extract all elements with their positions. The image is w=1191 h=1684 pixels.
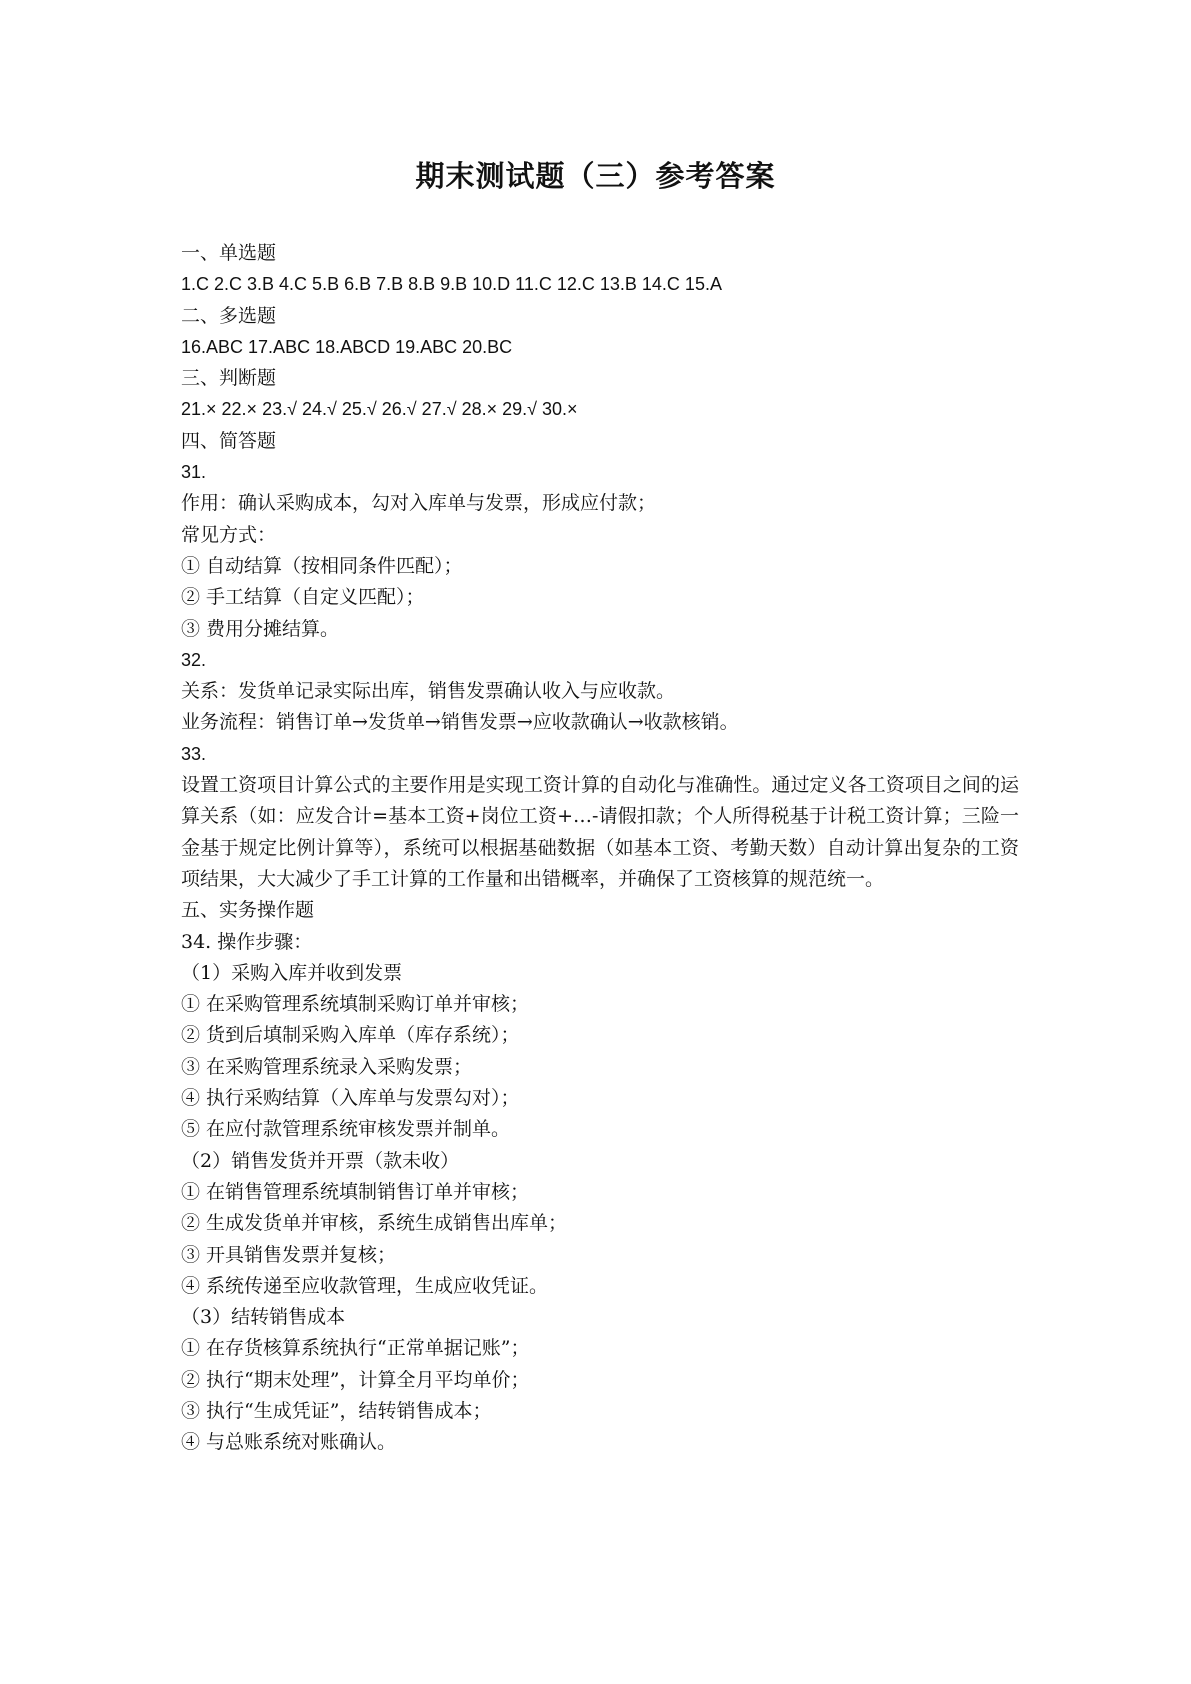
subsection-3-step-1: ① 在存货核算系统执行“正常单据记账”； <box>181 1337 530 1360</box>
subsection-3-heading: （3）结转销售成本 <box>181 1306 346 1329</box>
question-number-31: 31. <box>181 462 207 483</box>
subsection-2-heading: （2）销售发货并开票（款未收） <box>181 1149 460 1172</box>
answer-31-purpose: 作用：确认采购成本，勾对入库单与发票，形成应付款； <box>181 492 657 515</box>
section-heading-short-answer: 四、简答题 <box>181 429 277 452</box>
subsection-2-step-2: ② 生成发货单并审核，系统生成销售出库单； <box>181 1212 568 1235</box>
subsection-3-step-3: ③ 执行“生成凭证”，结转销售成本； <box>181 1399 492 1422</box>
subsection-3-step-2: ② 执行“期末处理”，计算全月平均单价； <box>181 1368 530 1391</box>
subsection-2-step-1: ① 在销售管理系统填制销售订单并审核； <box>181 1180 530 1203</box>
answer-33-paragraph: 设置工资项目计算公式的主要作用是实现工资计算的自动化与准确性。通过定义各工资项目之间的运算关系（如：应发合计=基本工资+岗位工资+…-请假扣款；个人所得税基于计税工资计算；三险一金基于规定比例计算等），系统可以根据基础数据（如基本工资、考勤天数）自动计算出复杂的工资项结果，大大减少了手工计算的工作量和出错概率，并确保了工资核算的规范统一。 <box>181 774 1019 890</box>
answer-32-process: 业务流程：销售订单→发货单→销售发票→应收款确认→收款核销。 <box>181 711 739 734</box>
answer-31-method-3: ③ 费用分摊结算。 <box>181 617 340 640</box>
answer-31-method-1: ① 自动结算（按相同条件匹配）； <box>181 554 463 577</box>
subsection-1-step-2: ② 货到后填制采购入库单（库存系统）； <box>181 1024 520 1047</box>
subsection-1-step-1: ① 在采购管理系统填制采购订单并审核； <box>181 993 530 1016</box>
answer-31-methods-heading: 常见方式： <box>181 523 277 546</box>
subsection-2-step-4: ④ 系统传递至应收款管理，生成应收凭证。 <box>181 1274 549 1297</box>
answers-multiple-choice: 16.ABC 17.ABC 18.ABCD 19.ABC 20.BC <box>181 336 513 357</box>
page-title: 期末测试题（三）参考答案 <box>415 159 776 193</box>
subsection-1-heading: （1）采购入库并收到发票 <box>181 961 403 984</box>
section-heading-single-choice: 一、单选题 <box>181 242 277 264</box>
section-heading-practical: 五、实务操作题 <box>181 899 315 922</box>
question-number-33: 33. <box>181 743 207 764</box>
subsection-1-step-5: ⑤ 在应付款管理系统审核发票并制单。 <box>181 1118 511 1141</box>
document-body <box>181 238 1019 1459</box>
answer-31-method-2: ② 手工结算（自定义匹配）； <box>181 586 425 609</box>
subsection-1-step-4: ④ 执行采购结算（入库单与发票勾对）； <box>181 1087 520 1110</box>
answer-32-relation: 关系：发货单记录实际出库，销售发票确认收入与应收款。 <box>181 680 676 703</box>
section-heading-multiple-choice: 二、多选题 <box>181 304 277 327</box>
answers-true-false: 21.× 22.× 23.√ 24.√ 25.√ 26.√ 27.√ 28.× 29.√ 30.× <box>181 399 578 420</box>
subsection-1-step-3: ③ 在采购管理系统录入采购发票； <box>181 1055 473 1078</box>
answers-single-choice: 1.C 2.C 3.B 4.C 5.B 6.B 7.B 8.B 9.B 10.D 11.C 12.C 13.B 14.C 15.A <box>181 274 722 295</box>
subsection-2-step-3: ③ 开具销售发票并复核； <box>181 1243 397 1266</box>
section-heading-true-false: 三、判断题 <box>181 367 277 390</box>
question-34-heading: 34. 操作步骤： <box>181 930 313 953</box>
question-number-32: 32. <box>181 649 207 670</box>
subsection-3-step-4: ④ 与总账系统对账确认。 <box>181 1431 397 1454</box>
